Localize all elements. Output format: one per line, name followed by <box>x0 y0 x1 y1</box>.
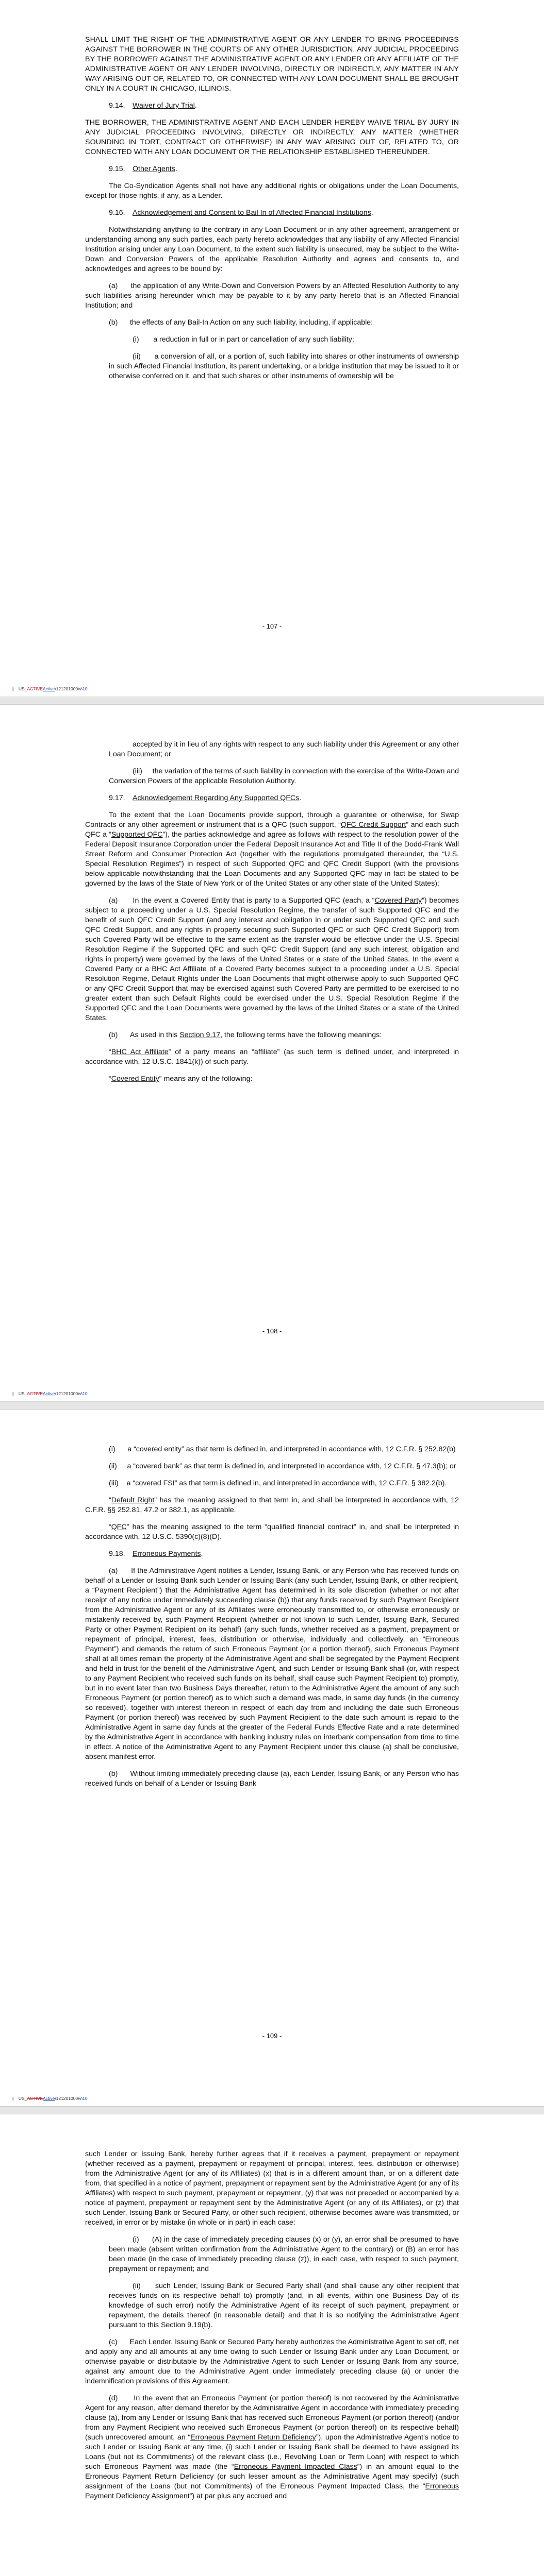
page-107 <box>0 0 544 696</box>
jury-waiver-paragraph: THE BORROWER, THE ADMINISTRATIVE AGENT AND EACH LENDER HEREBY WAIVE TRIAL BY JURY IN ANY JUDICIAL PROCEEDING INVOLVING, DIRECTLY OR INDIRECTLY, ANY MATTER (WHETHER SOUNDING IN TORT, CONTRACT OR OTHERWISE) IN ANY WAY ARISING OUT OF, RELATED TO, OR CONNECTED WITH ANY LOAN DOCUMENT OR THE RELATIONSHIP ESTABLISHED THEREUNDER. <box>85 118 459 156</box>
continued-paragraph: accepted by it in lieu of any rights with respect to any such liability under this Agreement or any other Loan Document; or <box>109 740 459 758</box>
continued-paragraph: such Lender or Issuing Bank, hereby further agrees that if it receives a payment, prepayment or repayment (whether received as a payment, prepayment or repayment of principal, interest, fees, distribution or otherwise) from the Administrative Agent (or any of its Affiliates) (x) that is in a different amount than, or on a different date from, that specified in a notice of payment, prepayment or repayment sent by the Administrative Agent (or any of its Affiliates) with respect to such payment, prepayment or repayment, (y) that was not preceded or accompanied by a notice of payment, prepayment or repayment sent by the Administrative Agent (or any of its Affiliates), or (z) that such Lender, Issuing Bank or Secured Party, or other such recipient, otherwise becomes aware was transmitted, or received, in error or by mistake (in whole or in part) in each case: <box>85 2150 459 2227</box>
page-108 <box>0 705 544 1400</box>
page-110-body <box>85 2149 459 2509</box>
clause-b-iii: (iii) the variation of the terms of such liability in connection with the exercise of the Write-Down and Conversion Powers of the applicable Resolution Authority. <box>109 767 459 785</box>
definition-qfc: “QFC” has the meaning assigned to the term “qualified financial contract” in, and shall be interpreted in accordance with, 12 U.S.C. 5390(c)(8)(D). <box>85 1523 459 1541</box>
section-9-14-heading: 9.14. Waiver of Jury Trial. <box>109 101 197 110</box>
qfc-clause-a: (a) In the event a Covered Entity that is party to a Supported QFC (each, a “Covered Party”) becomes subject to a proceeding under a U.S. Special Resolution Regime, the transfer of such Supported QFC and the benefit of such QFC Credit Support (and any interest and obligation in or under such Supported QFC and such QFC Credit Support, and any rights in property securing such Supported QFC or such QFC Credit Support) from such Covered Party will be effective to the same extent as the transfer would be effective under the U.S. Special Resolution Regime if the Supported QFC and such QFC Credit Support (and any such interest, obligation and rights in property) were governed by the laws of the United States or a state of the United States. In the event a Covered Party or a BHC Act Affiliate of a Covered Party becomes subject to a proceeding under a U.S. Special Resolution Regime, Default Rights under the Loan Documents that might otherwise apply to such Supported QFC or any QFC Credit Support that may be exercised against such Covered Party are permitted to be exercised to no greater extent than such Default Rights could be exercised under the U.S. Special Resolution Regime if the Supported QFC and the Loan Documents were governed by the laws of the United States or a state of the United States. <box>85 896 459 1022</box>
doc-footer: | US_ACTIVEActive\121201000\v\10 <box>12 686 88 691</box>
page-109-body <box>85 1445 459 1796</box>
doc-footer: | US_ACTIVEActive\121201000\v\10 <box>12 1391 88 1396</box>
definition-default-right: “Default Right” has the meaning assigned to that term in, and shall be interpreted in accordance with, 12 C.F.R. §§ 252.81, 47.2 or 382.1, as applicable. <box>85 1496 459 1514</box>
erroneous-payment-clause-c: (c) Each Lender, Issuing Bank or Secured Party hereby authorizes the Administrative Agent to set off, net and apply any and all amounts at any time owing to such Lender or Issuing Bank under any Loan Document, or otherwise payable or distributable by the Administrative Agent to such Lender or Issuing Bank from any source, against any amount due to the Administrative Agent under immediately preceding clause (a) or under the indemnification provisions of this Agreement. <box>85 2338 459 2385</box>
clause-b-ii: (ii) such Lender, Issuing Bank or Secured Party shall (and shall cause any other recipient that receives funds on its respective behalf to) promptly (and, in all events, within one Business Day of its knowledge of such error) notify the Administrative Agent of its receipt of such payment, prepayment or repayment, the details thereof (in reasonable detail) and that it is so notifying the Administrative Agent pursuant to this Section 9.19(b). <box>109 2282 459 2329</box>
other-agents-paragraph: The Co-Syndication Agents shall not have any additional rights or obligations under the Loan Documents, except for those rights, if any, as a Lender. <box>85 182 459 200</box>
qfc-clause-b: (b) As used in this Section 9.17, the following terms have the following meanings: <box>109 1031 382 1039</box>
erroneous-payment-clause-d: (d) In the event that an Erroneous Payment (or portion thereof) is not recovered by the Administrative Agent for any reason, after demand therefor by the Administrative Agent in accordance with immediately preceding clause (a), from any Lender or Issuing Bank that has received such Erroneous Payment (or portion thereof) (and/or from any Payment Recipient who received such Erroneous Payment (or portion thereof) on its respective behalf) (such unrecovered amount, an “Erroneous Payment Return Deficiency”), upon the Administrative Agent’s notice to such Lender or Issuing Bank at any time, (i) such Lender or Issuing Bank shall be deemed to have assigned its Loans (but not its Commitments) of the relevant class (i.e., Revolving Loan or Term Loan) with respect to which such Erroneous Payment was made (the “Erroneous Payment Impacted Class”) in an amount equal to the Erroneous Payment Return Deficiency (or such lesser amount as the Administrative Agent may specify) (such assignment of the Loans (but not Commitments) of the Erroneous Payment Impacted Class, the “Erroneous Payment Deficiency Assignment”) at par plus any accrued and <box>85 2394 459 2500</box>
page-109 <box>0 1410 544 2105</box>
doc-footer: | US_ACTIVEActive\121201000\v\10 <box>12 2096 88 2101</box>
bail-in-paragraph: Notwithstanding anything to the contrary in any Loan Document or in any other agreement, arrangement or understanding among any such parties, each party hereto acknowledges that any liability of any Affected Financial Institution arising under any Loan Document, to the extent such liability is unsecured, may be subject to the Write-Down and Conversion Powers of the applicable Resolution Authority and agrees and consents to, and acknowledges and agrees to be bound by: <box>85 226 459 273</box>
page-divider <box>0 2106 544 2114</box>
erroneous-payment-clause-a: (a) If the Administrative Agent notifies a Lender, Issuing Bank, or any Person who has received funds on behalf of a Lender or Issuing Bank such Lender or Issuing Bank (any such Lender, Issuing Bank, or other recipient, a “Payment Recipient”) that the Administrative Agent has determined in its sole discretion (whether or not after receipt of any notice under immediately succeeding clause (b)) that any funds received by such Payment Recipient from the Administrative Agent or any of its Affiliates were erroneously transmitted to, or otherwise erroneously or mistakenly received by, such Payment Recipient (whether or not known to such Lender, Issuing Bank, Secured Party or other Payment Recipient on its behalf) (any such funds, whether received as a payment, prepayment or repayment of principal, interest, fees, distribution or otherwise, individually and collectively, an “Erroneous Payment”) and demands the return of such Erroneous Payment (or a portion thereof), such Erroneous Payment shall at all times remain the property of the Administrative Agent and shall be segregated by the Payment Recipient and held in trust for the benefit of the Administrative Agent, and such Lender or Issuing Bank shall (or, with respect to any Payment Recipient who received such funds on its behalf, shall cause such Payment Recipient to) promptly, but in no event later than two Business Days thereafter, return to the Administrative Agent the amount of any such Erroneous Payment (or portion thereof) as to which such a demand was made, in same day funds (in the currency so received), together with interest thereon in respect of each day from and including the date such Erroneous Payment (or portion thereof) was received by such Payment Recipient to the date such amount is repaid to the Administrative Agent in same day funds at the greater of the Federal Funds Effective Rate and a rate determined by the Administrative Agent in accordance with banking industry rules on interbank compensation from time to time in effect. A notice of the Administrative Agent to any Payment Recipient under this clause (a) shall be conclusive, absent manifest error. <box>85 1567 459 1761</box>
page-108-body <box>85 740 459 1091</box>
clause-a: (a) the application of any Write-Down and Conversion Powers by an Affected Resolution Authority to any such liabilities arising hereunder which may be payable to it by any party hereto that is an Affected Financial Institution; and <box>85 282 459 310</box>
page-number: - 109 - <box>262 2032 282 2040</box>
erroneous-payment-clause-b: (b) Without limiting immediately preceding clause (a), each Lender, Issuing Bank, or any Person who has received funds on behalf of a Lender or Issuing Bank <box>85 1770 459 1788</box>
covered-entity-i: (i) a “covered entity” as that term is defined in, and interpreted in accordance with, 12 C.F.R. § 252.82(b) <box>109 1445 456 1453</box>
qfc-intro-paragraph: To the extent that the Loan Documents provide support, through a guarantee or otherwise, for Swap Contracts or any other agreement or instrument that is a QFC (such support, “QFC Credit Support” and each such QFC a “Supported QFC”), the parties acknowledge and agree as follows with respect to the resolution power of the Federal Deposit Insurance Corporation under the Federal Deposit Insurance Act and Title II of the Dodd-Frank Wall Street Reform and Consumer Protection Act (together with the regulations promulgated thereunder, the “U.S. Special Resolution Regimes”) in respect of such Supported QFC and QFC Credit Support (with the provisions below applicable notwithstanding that the Loan Documents and any Supported QFC may in fact be stated to be governed by the laws of the State of New York or of the United States or any other state of the United States): <box>85 811 459 888</box>
definition-covered-entity: “Covered Entity” means any of the following: <box>109 1075 253 1083</box>
page-number: - 108 - <box>262 1327 282 1335</box>
section-9-15-heading: 9.15. Other Agents. <box>109 165 177 173</box>
section-9-16-heading: 9.16. Acknowledgement and Consent to Bail In of Affected Financial Institutions. <box>109 209 373 217</box>
clause-b-ii: (ii) a conversion of all, or a portion of, such liability into shares or other instruments of ownership in such Affected Financial Institution, its parent undertaking, or a bridge institution that may be issued to it or otherwise conferred on it, and that such shares or other instruments of ownership will be <box>109 352 459 380</box>
section-9-17-heading: 9.17. Acknowledgement Regarding Any Supported QFCs. <box>109 794 302 802</box>
covered-entity-iii: (iii) a “covered FSI” as that term is defined in, and interpreted in accordance with, 12 C.F.R. § 382.2(b). <box>109 1479 447 1487</box>
section-9-18-heading: 9.18. Erroneous Payments. <box>109 1550 203 1558</box>
clause-b: (b) the effects of any Bail-In Action on any such liability, including, if applicable: <box>109 318 373 327</box>
page-110 <box>0 2114 544 2576</box>
page-divider <box>0 697 544 705</box>
page-divider <box>0 1401 544 1410</box>
page-number: - 107 - <box>262 622 282 630</box>
covered-entity-ii: (ii) a “covered bank” as that term is defined in, and interpreted in accordance with, 12 C.F.R. § 47.3(b); or <box>109 1462 456 1470</box>
jurisdiction-paragraph: SHALL LIMIT THE RIGHT OF THE ADMINISTRATIVE AGENT OR ANY LENDER TO BRING PROCEEDINGS AGAINST THE BORROWER IN THE COURTS OF ANY OTHER JURISDICTION. ANY JUDICIAL PROCEEDING BY THE BORROWER AGAINST THE ADMINISTRATIVE AGENT OR ANY LENDER OR ANY AFFILIATE OF THE ADMINISTRATIVE AGENT OR ANY LENDER INVOLVING, DIRECTLY OR INDIRECTLY, ANY MATTER IN ANY WAY ARISING OUT OF, RELATED TO, OR CONNECTED WITH ANY LOAN DOCUMENT SHALL BE BROUGHT ONLY IN A COURT IN CHICAGO, ILLINOIS. <box>85 36 459 93</box>
clause-b-i: (i) a reduction in full or in part or cancellation of any such liability; <box>133 335 354 344</box>
definition-bhc-act-affiliate: “BHC Act Affiliate” of a party means an “affiliate” (as such term is defined under, and interpreted in accordance with, 12 U.S.C. 1841(k)) of such party. <box>85 1048 459 1066</box>
clause-b-i: (i) (A) in the case of immediately preceding clauses (x) or (y), an error shall be presumed to have been made (absent written confirmation from the Administrative Agent to the contrary) or (B) an error has been made (in the case of immediately preceding clause (z)), in each case, with respect to such payment, prepayment or repayment; and <box>109 2235 459 2273</box>
page-107-body <box>85 35 459 388</box>
